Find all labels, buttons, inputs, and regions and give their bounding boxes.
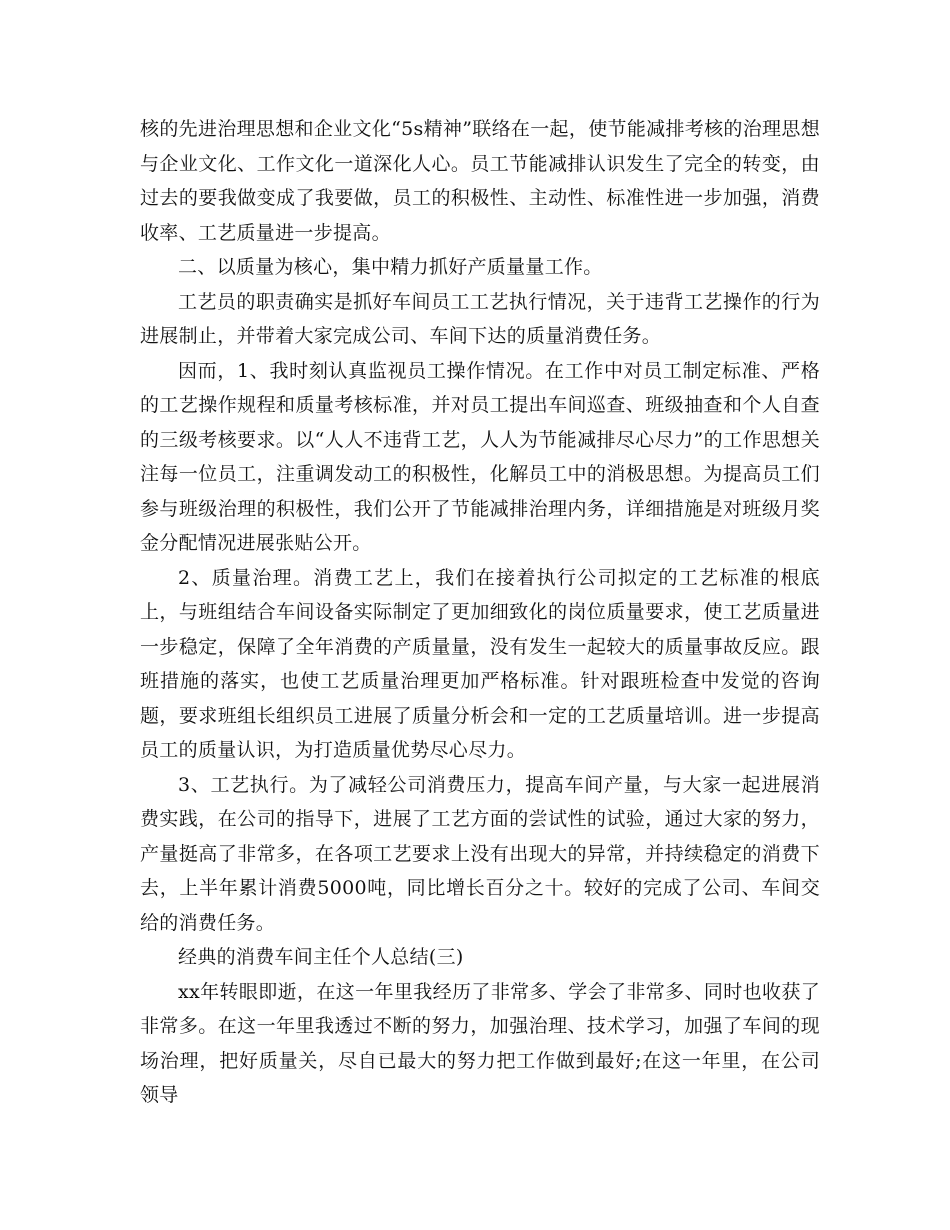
paragraph-craftsman-duty: 工艺员的职责确实是抓好车间员工工艺执行情况，关于违背工艺操作的行为进展制止，并带着大家完成公司、车间下达的质量消费任务。 [140, 290, 820, 347]
document-body [140, 112, 820, 1113]
paragraph-continued: 核的先进治理思想和企业文化“5s精神”联络在一起，使节能减排考核的治理思想与企业文化、工作文化一道深化人心。员工节能减排认识发生了完全的转变，由过去的要我做变成了我要做，员工的积极性、主动性、标准性进一步加强，消费收率、工艺质量进一步提高。 [140, 118, 820, 244]
section-title-summary-3: 经典的消费车间主任个人总结(三) [178, 946, 464, 968]
section-heading-quality: 二、以质量为核心，集中精力抓好产质量量工作。 [178, 256, 603, 278]
paragraph-item-3-execution: 3、工艺执行。为了减轻公司消费压力，提高车间产量，与大家一起进展消费实践，在公司的指导下，进展了工艺方面的尝试性的试验，通过大家的努力，产量挺高了非常多，在各项工艺要求上没有出现大的异常，并持续稳定的消费下去，上半年累计消费5000吨，同比增长百分之十。较好的完成了公司、车间交给的消费任务。 [140, 773, 820, 934]
paragraph-item-2-quality: 2、质量治理。消费工艺上，我们在接着执行公司拟定的工艺标准的根底上，与班组结合车间设备实际制定了更加细致化的岗位质量要求，使工艺质量进一步稳定，保障了全年消费的产质量量，没有发生一起较大的质量事故反应。跟班措施的落实，也使工艺质量治理更加严格标准。针对跟班检查中发觉的咨询题，要求班组长组织员工进展了质量分析会和一定的工艺质量培训。进一步提高员工的质量认识，为打造质量优势尽心尽力。 [140, 566, 820, 761]
paragraph-item-1-supervision: 因而，1、我时刻认真监视员工操作情况。在工作中对员工制定标准、严格的工艺操作规程和质量考核标准，并对员工提出车间巡查、班级抽查和个人自查的三级考核要求。以“人人不违背工艺，人人为节能减排尽心尽力”的工作思想关注每一位员工，注重调发动工的积极性，化解员工中的消极思想。为提高员工们参与班级治理的积极性，我们公开了节能减排治理内务，详细措施是对班级月奖金分配情况进展张贴公开。 [140, 359, 820, 554]
paragraph-year-review: xx年转眼即逝，在这一年里我经历了非常多、学会了非常多、同时也收获了非常多。在这一年里我透过不断的努力，加强治理、技术学习，加强了车间的现场治理，把好质量关，尽自已最大的努力把工作做到最好;在这一年里，在公司领导 [140, 980, 820, 1106]
